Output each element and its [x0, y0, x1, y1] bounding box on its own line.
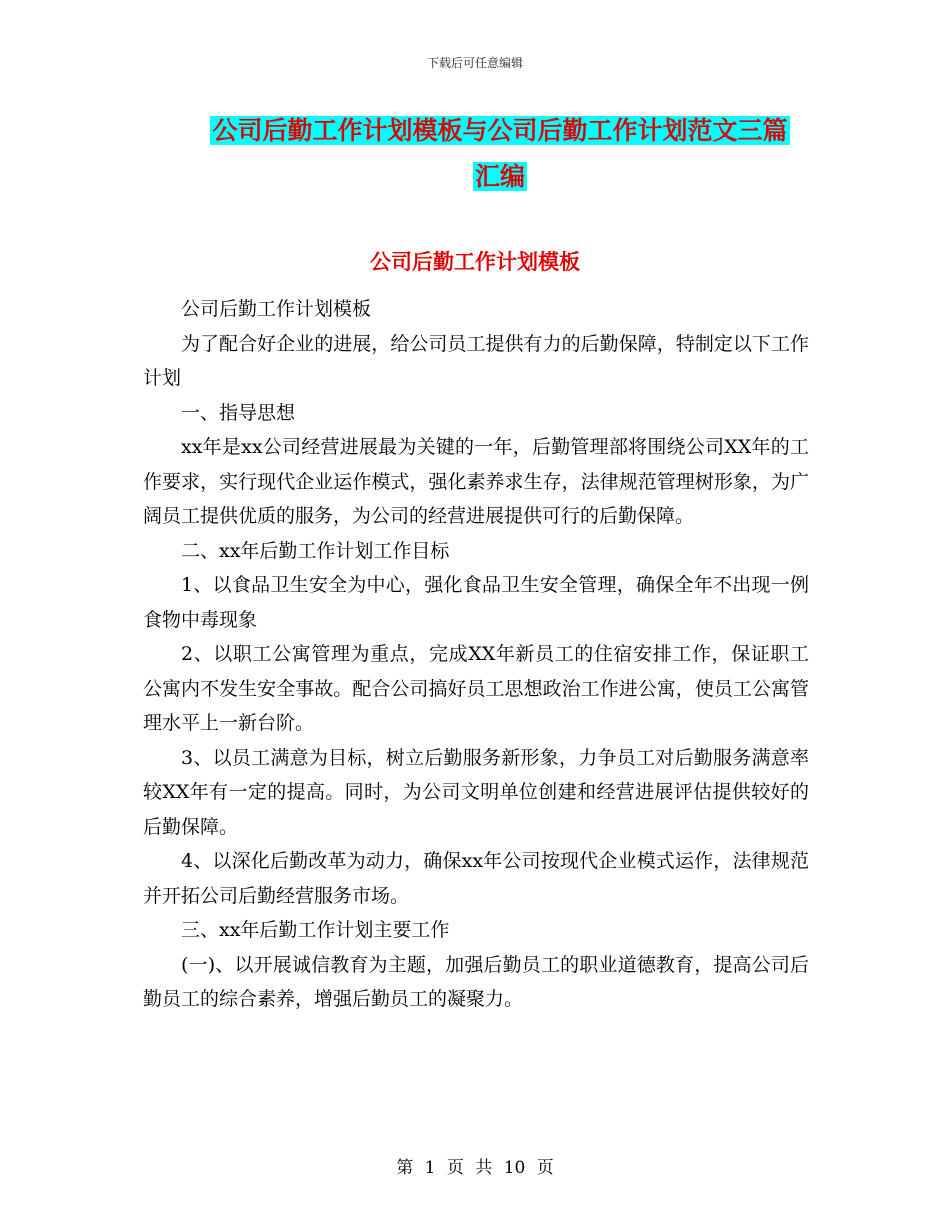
title-line-1: 公司后勤工作计划模板与公司后勤工作计划范文三篇 — [212, 116, 788, 145]
paragraph: 二、xx年后勤工作计划工作目标 — [181, 539, 450, 562]
paragraph: 公司后勤工作计划模板 — [181, 298, 372, 320]
document-body — [143, 292, 809, 1017]
paragraph: (一)、以开展诚信教育为主题，加强后勤员工的职业道德教育，提高公司后勤员工的综合素养，增强后勤员工的凝聚力。 — [143, 953, 809, 1010]
paragraph: 4、以深化后勤改革为动力，确保xx年公司按现代企业模式运作，法律规范并开拓公司后勤经营服务市场。 — [143, 850, 809, 907]
title-line-2: 汇编 — [474, 162, 525, 191]
document-title — [190, 108, 810, 200]
paragraph: xx年是xx公司经营进展最为关键的一年，后勤管理部将围绕公司XX年的工作要求，实行现代企业运作模式，强化素养求生存，法律规范管理树形象，为广阔员工提供优质的服务，为公司的经营进展提供可行的后勤保障。 — [143, 436, 809, 527]
paragraph: 1、以食品卫生安全为中心，强化食品卫生安全管理，确保全年不出现一例食物中毒现象 — [143, 574, 809, 631]
header-note: 下载后可任意编辑 — [426, 56, 523, 70]
paragraph: 3、以员工满意为目标，树立后勤服务新形象，力争员工对后勤服务满意率较XX年有一定的提高。同时，为公司文明单位创建和经营进展评估提供较好的后勤保障。 — [143, 746, 809, 838]
section-title: 公司后勤工作计划模板 — [370, 250, 580, 274]
paragraph: 一、指导思想 — [181, 401, 296, 424]
page-number: 第 1 页 共 10 页 — [396, 1158, 554, 1178]
paragraph: 三、xx年后勤工作计划主要工作 — [181, 919, 450, 941]
paragraph: 2、以职工公寓管理为重点，完成XX年新员工的住宿安排工作，保证职工公寓内不发生安全事故。配合公司搞好员工思想政治工作进公寓，使员工公寓管理水平上一新台阶。 — [143, 643, 809, 734]
paragraph: 为了配合好企业的进展，给公司员工提供有力的后勤保障，特制定以下工作计划 — [143, 332, 809, 389]
